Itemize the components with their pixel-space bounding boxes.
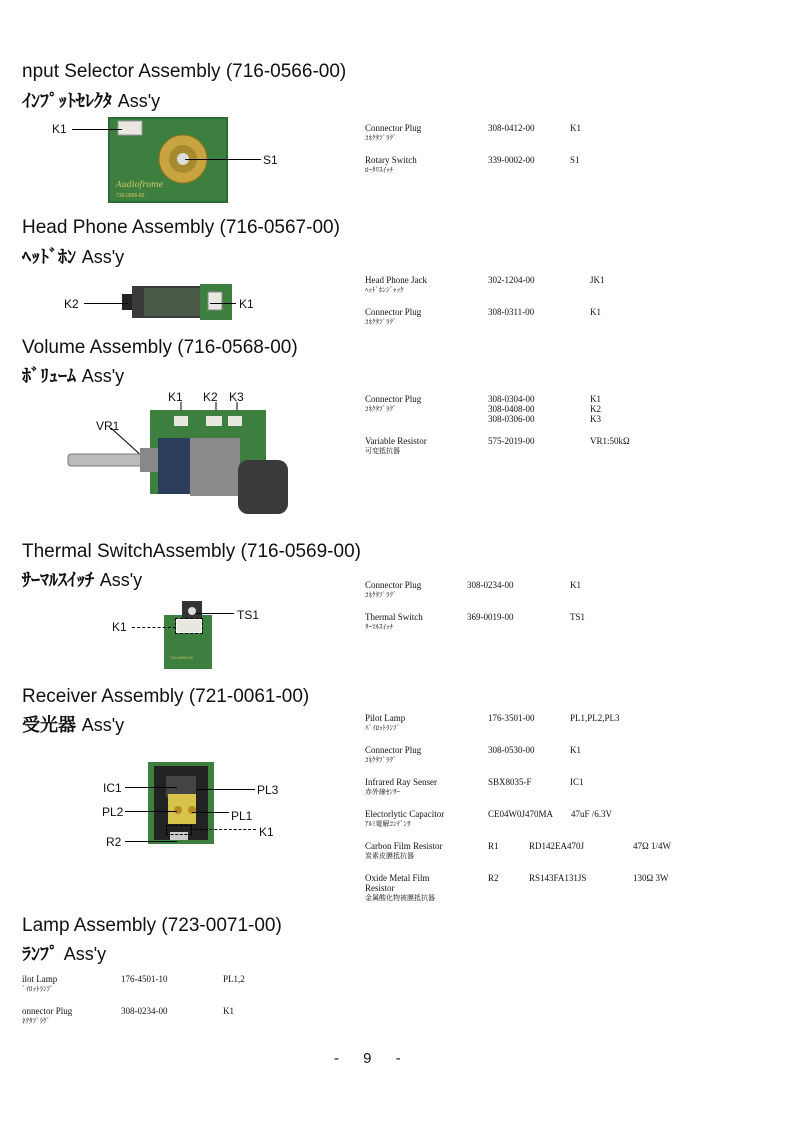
- section-subtitle-receiver: 受光器 Ass'y: [22, 715, 125, 736]
- leader-dashed-line: [132, 627, 176, 628]
- label-k1: K1: [168, 390, 183, 404]
- part-name: Connector Plug ｺﾈｸﾀﾌﾟﾗｸﾞ: [365, 394, 422, 413]
- part-name: Connector Plug ｺﾈｸﾀﾌﾟﾗｸﾞ: [365, 123, 422, 142]
- label-vr1: VR1: [96, 419, 120, 433]
- label-pl1: PL1: [231, 809, 253, 823]
- leader-line: [196, 613, 234, 614]
- part-ref: K1: [590, 307, 601, 317]
- label-k2: K2: [203, 390, 218, 404]
- part-code: R2: [488, 873, 499, 883]
- part-ref: K1: [570, 123, 581, 133]
- part-name: Thermal Switch ｻｰﾏﾙｽｲｯﾁ: [365, 612, 423, 631]
- section-subtitle-head-phone: ﾍｯﾄﾞﾎﾝ Ass'y: [22, 247, 125, 268]
- part-code: 176-4501-10: [121, 974, 168, 984]
- part-name: Connector Plug ｺﾈｸﾀﾌﾟﾗｸﾞ: [365, 745, 422, 764]
- board-silkscreen-text: 716-0569-00: [170, 655, 193, 660]
- leader-line: [84, 303, 128, 304]
- part-name: Connector Plug ｺﾈｸﾀﾌﾟﾗｸﾞ: [365, 580, 422, 599]
- label-r2: R2: [106, 835, 122, 849]
- label-s1: S1: [263, 153, 278, 167]
- part-ref: 47Ω 1/4W: [633, 841, 671, 851]
- part-ref: K1: [590, 394, 601, 404]
- section-subtitle-input-selector: [22, 87, 160, 113]
- label-k3: K3: [229, 390, 244, 404]
- part-code: CE04W0J470MA: [488, 809, 553, 819]
- leader-line: [210, 303, 236, 304]
- leader-line: [125, 787, 177, 788]
- section-jp-label: ｲﾝﾌﾟｯﾄｾﾚｸﾀ: [22, 91, 112, 112]
- leader-dashed-line: [190, 829, 256, 830]
- leader-line: [72, 129, 122, 130]
- part-code: 339-0002-00: [488, 155, 535, 165]
- volume-board-photo: [66, 402, 296, 514]
- label-ts1: TS1: [237, 608, 260, 622]
- part-ref: JK1: [590, 275, 605, 285]
- part-code: 308-0234-00: [121, 1006, 168, 1016]
- highlight-box: [166, 825, 192, 835]
- part-ref: S1: [570, 155, 580, 165]
- label-k1: K1: [239, 297, 254, 311]
- part-code: 308-0311-00: [488, 307, 535, 317]
- part-ref: IC1: [570, 777, 584, 787]
- part-code-2: RD142EA470J: [529, 841, 585, 851]
- part-ref: TS1: [570, 612, 586, 622]
- leader-line: [125, 811, 177, 812]
- part-code: 308-0408-00: [488, 404, 535, 414]
- section-title-thermal-switch: Thermal SwitchAssembly (716-0569-00): [22, 541, 361, 562]
- part-name: Carbon Film Resistor 炭素皮膜抵抗器: [365, 841, 443, 860]
- part-code: 308-0306-00: [488, 414, 535, 424]
- label-ic1: IC1: [103, 781, 122, 795]
- label-pl2: PL2: [102, 805, 124, 819]
- part-code: 308-0412-00: [488, 123, 535, 133]
- part-ref: VR1:50kΩ: [590, 436, 630, 446]
- assy-suffix: Ass'y: [117, 91, 161, 111]
- leader-line: [125, 841, 177, 842]
- section-subtitle-thermal-switch: ｻｰﾏﾙｽｲｯﾁ Ass'y: [22, 570, 143, 591]
- thermal-switch-board-photo: [164, 601, 212, 669]
- input-selector-board-photo: [108, 117, 228, 203]
- leader-line: [192, 812, 229, 813]
- part-name: Infrared Ray Senser 赤外線ｾﾝｻｰ: [365, 777, 437, 796]
- part-name: Variable Resistor 可変抵抗器: [365, 436, 427, 455]
- head-phone-board-photo: [122, 284, 232, 320]
- section-subtitle-lamp: ﾗﾝﾌﾟ Ass'y: [22, 944, 107, 965]
- part-code: R1: [488, 841, 499, 851]
- part-name: Connector Plug ｺﾈｸﾀﾌﾟﾗｸﾞ: [365, 307, 422, 326]
- part-ref: K3: [590, 414, 601, 424]
- part-code: 308-0234-00: [467, 580, 514, 590]
- part-code: SBX8035-F: [488, 777, 532, 787]
- section-title-lamp: Lamp Assembly (723-0071-00): [22, 915, 282, 936]
- part-ref: K1: [570, 745, 581, 755]
- leader-line: [185, 159, 261, 160]
- label-k1: K1: [259, 825, 274, 839]
- part-ref: K2: [590, 404, 601, 414]
- part-name: Head Phone Jack ﾍｯﾄﾞﾎﾝｼﾞｬｯｸ: [365, 275, 427, 294]
- part-code: 176-3501-00: [488, 713, 535, 723]
- label-pl3: PL3: [257, 783, 279, 797]
- label-k2: K2: [64, 297, 79, 311]
- page-number: - 9 -: [334, 1050, 411, 1067]
- part-name: Rotary Switch ﾛｰﾀﾘｽｲｯﾁ: [365, 155, 417, 174]
- part-code: 308-0530-00: [488, 745, 535, 755]
- label-k1: K1: [112, 620, 127, 634]
- section-title-volume: Volume Assembly (716-0568-00): [22, 337, 298, 358]
- part-code: 369-0019-00: [467, 612, 514, 622]
- part-name: ilot Lamp ﾟｲﾛｯﾄﾗﾝﾌﾟ: [22, 974, 58, 993]
- section-title-input-selector: nput Selector Assembly (716-0566-00): [22, 61, 347, 82]
- part-code: 575-2019-00: [488, 436, 535, 446]
- part-code: 308-0304-00: [488, 394, 535, 404]
- section-subtitle-volume: ﾎﾞﾘｭｰﾑ Ass'y: [22, 366, 125, 387]
- part-ref: PL1,PL2,PL3: [570, 713, 620, 723]
- part-name: Oxide Metal Film Resistor 金属酸化物被膜抵抗器: [365, 873, 435, 902]
- board-silkscreen-text: 716-0566-00: [116, 193, 145, 199]
- part-code-2: RS143FA131JS: [529, 873, 587, 883]
- part-code: 302-1204-00: [488, 275, 535, 285]
- part-ref: 47uF /6.3V: [571, 809, 613, 819]
- part-name: Electorlytic Capacitor ｱﾙﾐ電解ｺﾝﾃﾞﾝｻ: [365, 809, 445, 828]
- section-title-receiver: Receiver Assembly (721-0061-00): [22, 686, 310, 707]
- part-name: Pilot Lamp ﾊﾟｲﾛｯﾄﾗﾝﾌﾟ: [365, 713, 406, 732]
- highlight-box: [176, 619, 202, 633]
- part-name: onnector Plug ﾈｸﾀﾌﾟﾗｸﾞ: [22, 1006, 73, 1025]
- part-ref: K1: [223, 1006, 234, 1016]
- part-ref: 130Ω 3W: [633, 873, 669, 883]
- section-title-head-phone: Head Phone Assembly (716-0567-00): [22, 217, 340, 238]
- svg-text:Audiofrome: Audiofrome: [116, 180, 164, 189]
- part-ref: K1: [570, 580, 581, 590]
- leader-line: [197, 789, 255, 790]
- part-ref: PL1,2: [223, 974, 245, 984]
- label-k1: K1: [52, 122, 67, 136]
